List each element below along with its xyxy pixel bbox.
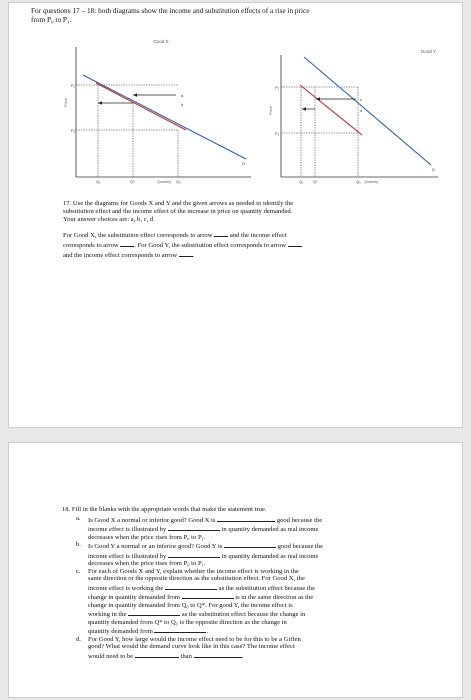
good-y-demand-curve [304, 57, 431, 165]
q18-a-blank-1[interactable] [217, 515, 275, 522]
q18-d-text-1: For Good Y, how large would the income effect need to be for this to be a Giffen [88, 635, 301, 643]
q18-d-text-5: . [241, 652, 244, 660]
good-x-p1-label: P₁ [71, 83, 76, 88]
q17-text-part-4: . For Good Y, the substitution effect corresponds to arrow [134, 242, 287, 250]
q18-c-label: c. [76, 567, 81, 575]
q18-b-text-5: decreases when the price rises from P₀ to P₁. [88, 560, 206, 567]
q17-blank-x-substitution[interactable] [214, 230, 228, 237]
q18-item-a [62, 515, 412, 542]
q17-line-2: substitution effect and the income effect of the increase in price on quantity demanded. [63, 207, 293, 215]
good-y-qstar-label: Q* [313, 179, 318, 184]
q18-c-blank-2[interactable] [182, 592, 234, 599]
good-x-compensated-curve [96, 83, 186, 130]
good-x-arrow-a-head [133, 93, 137, 96]
good-y-p0-label: P₀ [275, 131, 280, 136]
good-x-quantity-axis-label: Quantity [157, 180, 172, 184]
q18-b-text-1: Is Good Y a normal or an inferior good? Good Y is [88, 543, 223, 550]
q18-a-text-3: income effect is illustrated by [88, 526, 167, 533]
q18-c-text-10: quantity demanded from Q* to Q₁ is the opposite direction as the change in [88, 618, 287, 626]
q17-blank-y-income[interactable] [179, 250, 193, 257]
good-x-arrow-a-label: a [181, 93, 184, 98]
good-x-title: Good X [153, 39, 169, 44]
q18-item-c [62, 568, 412, 636]
q18-c-text-9: as the substitution effect because the change in [181, 611, 306, 618]
q18-a-blank-2[interactable] [168, 524, 220, 531]
q18-c-text-3: income effect is working the [88, 584, 164, 592]
q17-blank-x-income[interactable] [120, 240, 134, 247]
worksheet-page-1 [8, 2, 463, 428]
q18-c-blank-1[interactable] [165, 583, 217, 590]
good-x-q1-label: Q₁ [96, 179, 101, 184]
q18-item-b [62, 541, 412, 568]
q18-c-blank-3[interactable] [128, 609, 180, 616]
q18-d-text-4: than [180, 652, 192, 660]
good-y-q0-label: Q₀ [356, 179, 361, 184]
q18-b-label: b. [76, 541, 81, 548]
good-x-diagram [61, 37, 261, 187]
good-y-arrow-c-label: c [360, 97, 362, 102]
q18-d-text-3: would need to be [88, 652, 134, 660]
q18-c-text-7: change in quantity demanded from Q₀ to Q*. For good Y, the income effect is [88, 601, 293, 609]
question-17 [63, 200, 429, 267]
good-y-quantity-axis-label: Quantity [364, 180, 379, 184]
q18-a-text-4: in quantity demanded as real income [221, 526, 319, 533]
q18-d-blank-2[interactable] [194, 651, 242, 658]
q17-text-part-5: and the income effect corresponds to arrow [63, 251, 178, 259]
q18-b-text-2: good because the [277, 543, 324, 550]
q17-text-part-2: and the income effect [229, 232, 287, 240]
good-y-title: Good Y [420, 49, 436, 54]
good-y-p1-label: P₁ [275, 85, 280, 90]
q18-b-text-3: income effect is illustrated by [88, 552, 167, 560]
q17-prompt [63, 200, 429, 223]
q18-d-text-2: good? What would the demand curve look like in this case? The income effect [88, 643, 295, 650]
question-18 [62, 506, 412, 660]
q18-d-blank-1[interactable] [135, 651, 179, 658]
good-y-arrow-d-head [302, 107, 306, 110]
intro-text [31, 6, 451, 24]
q18-c-text-6: is in the same direction as the [235, 594, 314, 601]
q18-c-blank-4[interactable] [154, 626, 209, 635]
q17-text-part-6: . [192, 251, 195, 259]
q18-c-text-8: working in the [88, 611, 127, 618]
q18-b-blank-1[interactable] [224, 541, 276, 548]
good-x-demand-label: D [242, 161, 245, 166]
good-x-p0-label: P₀ [71, 128, 76, 133]
q18-a-label: a. [76, 514, 81, 522]
q18-b-blank-2[interactable] [168, 551, 220, 558]
good-x-arrow-b-head [98, 101, 102, 104]
q17-text-part-1: For Good X, the substitution effect corresponds to arrow [63, 232, 213, 240]
intro-line-1: For questions 17 – 18: both diagrams show the income and substitution effects of a rise in price [31, 6, 310, 15]
intro-line-2: from P₀ to P₁. [31, 15, 72, 24]
q18-c-text-12: . [206, 628, 209, 635]
q18-c-text-5: change in quantity demanded from [88, 594, 180, 601]
good-y-compensated-curve [300, 85, 362, 135]
q18-a-text-2: good because the [276, 516, 323, 524]
q18-c-text-4: as the substitution effect because the [218, 584, 316, 592]
q18-title: 18. Fill in the blanks with the appropriate words that make the statement true. [62, 506, 267, 513]
good-y-q1-label: Q₁ [299, 179, 304, 184]
q17-text-part-3: corresponds to arrow [63, 242, 119, 250]
good-x-qstar-label: Q* [130, 179, 135, 184]
good-y-demand-label: D [432, 167, 435, 172]
q18-b-text-4: in quantity demanded as real income [221, 552, 319, 560]
good-y-diagram [266, 47, 446, 187]
good-y-arrow-d-label: d [360, 108, 363, 113]
good-y-price-axis-label: Price [268, 105, 273, 115]
q17-blank-y-substitution[interactable] [288, 240, 302, 247]
q18-item-d [62, 636, 412, 661]
q18-a-text-1: Is Good X a normal or inferior good? Good X is [88, 516, 216, 524]
q18-c-text-11: quantity demanded from [88, 628, 153, 635]
q17-line-3: Your answer choices are: a, b, c, d [63, 215, 154, 223]
q18-d-label: d. [76, 635, 81, 643]
good-x-arrow-b-label: b [181, 102, 184, 107]
good-x-demand-curve [83, 75, 246, 159]
q18-c-text-1: For each of Goods X and Y, explain whether the income effect is working in the [88, 567, 299, 575]
good-x-q0-label: Q₀ [176, 179, 181, 184]
q18-a-text-5: decreases when the price rises from P₀ to P₁. [88, 533, 206, 541]
good-x-price-axis-label: Price [63, 97, 68, 107]
q17-fill-in [63, 230, 429, 259]
q18-c-text-2: same direction or the opposite direction as the substitution effect. For Good X, the [88, 575, 305, 582]
q17-line-1: 17. Use the diagrams for Goods X and Y and the given arrows as needed to identify the [63, 200, 294, 207]
